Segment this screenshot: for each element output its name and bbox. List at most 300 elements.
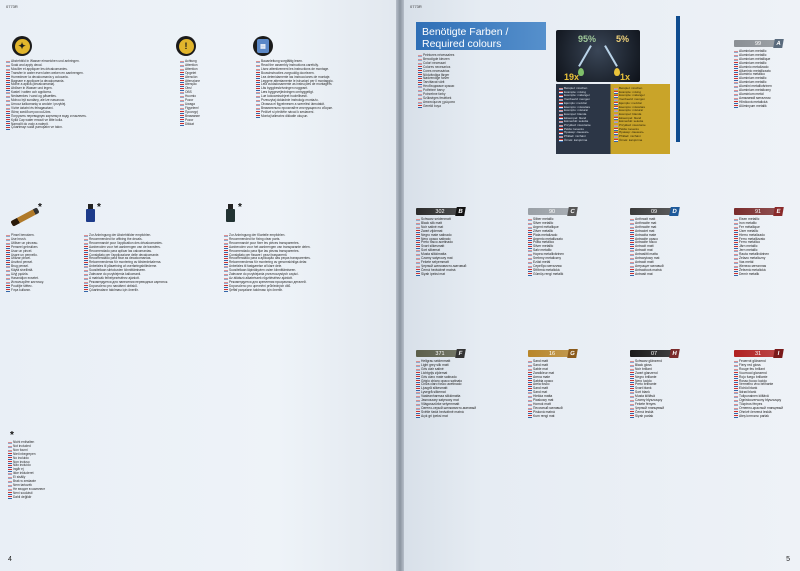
color-name-text: Gümüş rengi metalik	[533, 271, 564, 276]
clear-parts-text	[224, 234, 311, 293]
flag-icon	[734, 242, 738, 245]
color-name-text: Açık gri ipeksi mat	[421, 413, 448, 418]
color-name-text: Negro brillante	[635, 374, 657, 379]
flag-icon	[614, 139, 618, 142]
color-name-text: Hiekka matta	[533, 394, 553, 399]
line-text: Zur Anbringung der Klarteile empfohlen.	[229, 233, 286, 237]
color-name-text: Aluminium metallic	[739, 49, 767, 53]
heading-line-1: Benötigte Farben /	[422, 26, 509, 38]
flag-icon	[6, 258, 10, 261]
flag-icon	[416, 234, 420, 237]
line-text: Consigliato per fissare i pezzi trasparenti.	[229, 252, 288, 257]
flag-icon	[734, 258, 738, 261]
flag-icon	[559, 121, 563, 124]
line-text: Погрузить переводную картинку в воду и наклеить.	[11, 113, 87, 118]
color-name-text: Light grey silk matt	[421, 362, 449, 367]
brush-icon	[10, 207, 39, 226]
line-text: Użyj pędzla.	[11, 272, 29, 277]
color-name-text: Sand matt	[533, 362, 549, 367]
color-name-text: Светло-серый шелковисто-матовый	[421, 405, 477, 410]
line-text: Lisez attentivement les instructions de montage.	[261, 66, 330, 71]
line-text: Montaj talimatını dikkatle okuyun.	[261, 113, 309, 118]
flag-icon	[528, 392, 532, 395]
color-name-text: Arena mate	[533, 374, 551, 379]
color-name-text: Zwart glanzend	[635, 370, 658, 375]
pipette-left	[578, 45, 592, 67]
color-name-text: Srebrny metaliczny	[533, 256, 562, 261]
color-name-text: Prata metálico	[533, 240, 555, 245]
line-text: Opgelet	[185, 70, 197, 75]
line-text: Potrzebne farby	[423, 92, 446, 97]
gutter	[396, 0, 404, 571]
line-text: Suositellaan siirtokuvien kiinnittämiseen.	[89, 268, 147, 273]
flag-icon	[630, 415, 634, 418]
color-name-text: Czarny satynowy mat	[421, 256, 453, 261]
flag-icon	[630, 254, 634, 257]
flag-icon	[416, 238, 420, 241]
pipette-right	[604, 45, 618, 67]
flag-icon	[630, 380, 634, 383]
water-instructions	[6, 60, 87, 130]
flag-icon	[8, 492, 12, 495]
line-text: Leia cuidadosamente as instruções de montagem.	[261, 82, 333, 87]
line-text: Använd pensel.	[11, 260, 33, 265]
flag-icon	[6, 61, 10, 64]
line-text: Atenção	[185, 82, 197, 87]
flag-icon	[256, 100, 260, 103]
decal-bottle-icon	[86, 204, 95, 222]
flag-icon	[84, 246, 88, 249]
line-text: Nødvendige farver	[423, 76, 450, 81]
flag-icon	[559, 102, 563, 105]
color-names	[630, 218, 664, 277]
flag-icon	[734, 55, 738, 58]
line-text: Example: mixing	[564, 89, 587, 94]
mix-percent-left: 95%	[578, 34, 597, 44]
line-text: Não incluído	[13, 463, 31, 468]
flag-icon	[416, 223, 420, 226]
flag-icon	[84, 274, 88, 277]
color-name-text: Homok matt	[533, 401, 551, 406]
flag-icon	[630, 227, 634, 230]
flag-icon	[734, 380, 738, 383]
flag-icon	[614, 95, 618, 98]
color-name-text: Rouge feu brillant	[739, 366, 765, 371]
flag-icon	[528, 372, 532, 375]
flag-icon	[416, 262, 420, 265]
color-code: 31	[754, 350, 762, 357]
flag-icon	[224, 239, 228, 242]
color-name-text: Plata metalizado	[533, 232, 558, 237]
line-text: Anbefales til fastgørelse af klare dele.	[229, 264, 283, 269]
line-text: Humedecer la decalcomanía y colocarla.	[11, 74, 69, 79]
color-swatch	[734, 40, 782, 47]
color-name-line	[528, 415, 563, 419]
flag-icon	[180, 111, 184, 114]
flag-icon	[180, 108, 184, 111]
color-name-text: Antracita mate	[635, 232, 657, 237]
glue-bottle-icon	[226, 204, 235, 222]
color-name-text: Musta silkkimatta	[421, 252, 447, 257]
asterisk-icon: *	[97, 202, 101, 213]
flag-icon	[6, 282, 10, 285]
flag-icon	[416, 266, 420, 269]
flag-icon	[180, 88, 184, 91]
flag-icon	[630, 269, 634, 272]
flag-icon	[84, 266, 88, 269]
flag-icon	[6, 250, 10, 253]
line-text: Bauanleitung sorgfältig lesen.	[261, 59, 303, 63]
color-code: 99	[754, 40, 762, 47]
color-name-text: Lysegrå silkemat	[421, 390, 446, 395]
flag-icon	[416, 384, 420, 387]
color-names	[528, 218, 564, 277]
line-text: Eksempel: bland	[619, 115, 642, 120]
flag-icon	[630, 400, 634, 403]
right-page	[404, 0, 800, 571]
color-name-text: Antracit matt	[635, 244, 654, 249]
exclamation-icon: !	[176, 36, 196, 56]
translation-line	[614, 139, 646, 143]
color-name-text: Fekete selyemmatt	[421, 259, 449, 264]
flag-icon	[180, 100, 184, 103]
color-name-text: Hierro metalizado	[739, 232, 765, 237]
line-text: Örnek: karıştırma	[619, 137, 643, 142]
color-name-text: Черный глянцевый	[635, 405, 665, 410]
translation-line	[256, 115, 333, 119]
flag-icon	[734, 70, 738, 73]
color-name-text: Demir metalik	[739, 271, 760, 276]
line-text: Exemplo: misturar	[619, 108, 644, 113]
color-name-text: Svart blank	[635, 386, 652, 391]
color-name-line	[416, 415, 476, 419]
color-name-text: Antrasiitti matta	[635, 252, 658, 257]
flag-icon	[630, 266, 634, 269]
flag-icon	[416, 415, 420, 418]
color-name-text: Sand matt	[533, 386, 549, 391]
color-code: 91	[754, 208, 762, 215]
flag-icon	[416, 273, 420, 276]
flag-icon	[6, 278, 10, 281]
flag-icon	[734, 415, 738, 418]
flag-icon	[180, 92, 184, 95]
line-text: Απαιτούμενα χρώματα	[423, 99, 455, 104]
line-text: Használjon ecsetet.	[11, 275, 39, 280]
line-text: Kastel i vatten och applicera.	[11, 90, 52, 95]
line-text: Przykład: mieszanie	[619, 123, 646, 128]
line-text: Benodigde kleuren	[423, 56, 450, 61]
line-text: Ei sisälly	[13, 475, 26, 480]
flag-icon	[734, 273, 738, 276]
flag-icon	[418, 94, 422, 97]
page-code: 0773R	[6, 4, 18, 9]
flag-icon	[8, 461, 12, 464]
line-text: Ablöser in Wasser und legen.	[11, 86, 53, 91]
line-text: Vízbe áztatni és felragasztani.	[11, 105, 54, 110]
color-name-text: Schwarz glänzend	[635, 359, 662, 363]
flag-icon	[734, 234, 738, 237]
color-name-text: Piaskowy mat	[533, 398, 554, 403]
line-text: Ikke inkluderet	[13, 471, 34, 476]
line-text: Cores necessárias	[423, 68, 450, 73]
page-number: 4	[8, 556, 12, 563]
line-text: Usar un pincel.	[11, 248, 33, 253]
line-text: Colori necessari	[423, 60, 446, 65]
flag-icon	[614, 132, 618, 135]
color-name-text: Ferro metálico	[739, 240, 761, 245]
flag-icon	[559, 110, 563, 113]
color-name-line	[734, 273, 769, 277]
line-text: Usare un pennello.	[11, 252, 38, 257]
line-text: Brug pensel.	[11, 264, 29, 269]
color-names	[734, 50, 772, 109]
flag-icon	[559, 125, 563, 128]
line-text: Read the assembly instructions carefully.	[261, 62, 319, 67]
line-text: Ejemplo: mezclar	[619, 100, 643, 105]
flag-icon	[256, 76, 260, 79]
line-text: Bagnare e applicare la decalcomania.	[11, 78, 65, 83]
flag-icon	[734, 388, 738, 391]
flag-icon	[6, 65, 10, 68]
line-text: Используйте кисточку.	[11, 279, 44, 284]
flag-icon	[224, 285, 228, 288]
line-text: Attention	[185, 62, 198, 67]
flag-icon	[630, 238, 634, 241]
line-text: Uwaga	[185, 101, 195, 106]
color-swatch	[734, 350, 782, 357]
flag-icon	[180, 61, 184, 64]
line-text: Exempel: blanda	[619, 111, 642, 116]
flag-icon	[416, 250, 420, 253]
color-name-text: Cinza claro fosco acetinado	[421, 382, 462, 387]
line-text: Recomendado para fixar as decalcomanias.	[89, 256, 152, 261]
flag-icon	[559, 139, 563, 142]
flag-icon	[180, 119, 184, 122]
flag-icon	[734, 98, 738, 101]
flag-icon	[528, 369, 532, 372]
line-text: Az átlátszó alkatrészek rögzítéséhez ajánlott.	[229, 275, 293, 280]
flag-icon	[528, 361, 532, 364]
line-text: Příklad: míchání	[619, 134, 641, 139]
line-text: Abziehbild in Wasser einweichen und anbringen.	[11, 59, 80, 63]
flag-icon	[734, 365, 738, 368]
line-text: Aanbevolen voor het aanbrengen van transparante delen.	[229, 244, 311, 249]
flag-icon	[734, 238, 738, 241]
color-name-line	[528, 273, 564, 277]
flag-icon	[224, 278, 228, 281]
flag-icon	[6, 76, 10, 79]
flag-icon	[8, 477, 12, 480]
line-text: Doporučeno pro upevnění průhledných dílů.	[229, 283, 292, 288]
color-code: 90	[548, 208, 556, 215]
line-text: Beispiel: mischen	[564, 86, 588, 90]
line-text: Необходимые краски	[423, 84, 455, 89]
line-text: Soak and apply decal.	[11, 62, 43, 67]
line-text: Zalecane do przyklejania przezroczystych części.	[229, 272, 299, 277]
flag-icon	[528, 238, 532, 241]
line-text: Namočit do vody a nalepit.	[11, 121, 49, 126]
color-name-text: Anthracite mat	[635, 220, 657, 225]
flag-icon	[6, 285, 10, 288]
line-text: Lue kokoamisohjeet huolellisesti.	[261, 94, 308, 99]
flag-icon	[416, 376, 420, 379]
flag-icon	[180, 72, 184, 75]
line-text: Use brush.	[11, 236, 27, 241]
color-name-line	[630, 273, 664, 277]
color-name-text: Antracite opaco	[635, 236, 658, 241]
color-name-text: Antracite fosco	[635, 240, 657, 245]
page-number: 5	[786, 556, 790, 563]
color-names	[416, 218, 466, 277]
flag-icon	[416, 258, 420, 261]
color-name-text: Vas metál	[739, 259, 754, 264]
color-name-text: Preto brilhante	[635, 382, 657, 387]
translation-line	[418, 105, 455, 109]
color-name-text: Hliníková metalická	[739, 99, 768, 104]
line-text: Colores necesarios	[423, 64, 451, 69]
line-text: Rekommenderas för montering av klisterdekalerna.	[89, 260, 162, 265]
flag-icon	[416, 230, 420, 233]
flag-icon	[528, 219, 532, 222]
color-letter-tag: D	[669, 207, 680, 216]
color-name-text: Antracit mat	[635, 248, 653, 253]
flag-icon	[6, 266, 10, 269]
line-text: Внимание	[185, 113, 200, 118]
flag-icon	[418, 82, 422, 85]
flag-icon	[6, 92, 10, 95]
flag-icon	[180, 76, 184, 79]
flag-icon	[416, 242, 420, 245]
flag-icon	[180, 84, 184, 87]
line-text: Consigliato per l'applicazione delle decalcomanie.	[89, 252, 160, 257]
flag-icon	[559, 117, 563, 120]
flag-icon	[528, 384, 532, 387]
flag-icon	[6, 246, 10, 249]
line-text: Recommandé pour l'application des décalcomanies.	[89, 240, 163, 245]
flag-icon	[559, 114, 563, 117]
flag-icon	[416, 404, 420, 407]
flag-icon	[180, 80, 184, 83]
mix-ratio-right: 1x	[620, 72, 631, 82]
color-code: 09	[650, 208, 658, 215]
flag-icon	[6, 111, 10, 114]
flag-icon	[614, 128, 618, 131]
flag-icon	[528, 273, 532, 276]
line-text: Obs!	[185, 86, 192, 91]
flag-icon	[416, 396, 420, 399]
color-name-text: Hellgrau seidenmatt	[421, 359, 451, 363]
flag-icon	[416, 365, 420, 368]
color-name-text: Ohnivě červená lesklá	[739, 409, 772, 414]
color-name-text: Sable mat	[533, 366, 548, 371]
line-text: Не входит в комплект	[13, 486, 46, 491]
flag-icon	[630, 392, 634, 395]
line-text: Zalecane do przyklejenia kalkomanii.	[89, 272, 142, 277]
flag-icon	[614, 121, 618, 124]
color-name-text: Železná metalická	[739, 267, 766, 272]
flag-icon	[224, 270, 228, 273]
color-name-text: Eldröd blank	[739, 386, 758, 391]
color-names	[734, 360, 783, 419]
line-text: Şeffaf parçaların takılması için önerilir.	[229, 287, 283, 292]
color-letter-tag: F	[455, 349, 466, 358]
flag-icon	[224, 266, 228, 269]
color-name-text: Noir brillant	[635, 366, 652, 371]
flag-icon	[559, 136, 563, 139]
color-name-text: Gris clair satiné	[421, 366, 444, 371]
flag-icon	[8, 465, 12, 468]
flag-icon	[630, 396, 634, 399]
flag-icon	[630, 242, 634, 245]
flag-icon	[614, 114, 618, 117]
flag-icon	[180, 65, 184, 68]
flag-icon	[6, 80, 10, 83]
color-names	[630, 360, 664, 419]
color-name-text: Ildrød blank	[739, 390, 757, 395]
flag-icon	[734, 101, 738, 104]
flag-icon	[528, 411, 532, 414]
color-name-text: Серебро металлик	[533, 263, 562, 268]
flag-icon	[418, 86, 422, 89]
flag-icon	[528, 396, 532, 399]
flag-icon	[734, 90, 738, 93]
color-code: 302	[435, 208, 445, 215]
color-name-text: Ferro metallizzato	[739, 236, 766, 241]
asterisk-icon: *	[238, 202, 242, 213]
flag-icon	[528, 388, 532, 391]
color-name-text: Antrasit mat	[635, 271, 653, 276]
flag-icon	[6, 235, 10, 238]
color-name-text: Areia fosco	[533, 382, 550, 387]
line-text: Προσοχή	[185, 109, 198, 114]
line-text: Läs byggbeskrivningen noggrant.	[261, 86, 308, 91]
line-text: Dahil değildir	[13, 494, 32, 499]
flag-icon	[418, 98, 422, 101]
color-name-line	[416, 273, 466, 277]
swatch-bar	[734, 40, 782, 47]
color-name-text: Hopea metallivärinen	[533, 252, 564, 257]
flag-icon	[630, 404, 634, 407]
color-name-text: Nero opaco satinato	[421, 236, 451, 241]
flag-icon	[6, 254, 10, 257]
asterisk-icon: *	[38, 202, 42, 213]
flag-icon	[416, 400, 420, 403]
color-letter-tag: B	[455, 207, 466, 216]
swatch-bar	[528, 350, 576, 357]
flag-icon	[630, 372, 634, 375]
line-text: Пример: смешать	[619, 130, 644, 135]
line-text: Příklad: míchání	[564, 134, 586, 139]
line-text: Voorbeeld: mengen	[619, 97, 646, 102]
color-letter-tag: I	[773, 349, 784, 358]
flag-icon	[180, 96, 184, 99]
flag-icon	[528, 400, 532, 403]
flag-icon	[418, 66, 422, 69]
flag-icon	[734, 262, 738, 265]
water-drop-icon: ✦	[12, 36, 32, 56]
flag-icon	[8, 485, 12, 488]
flag-icon	[84, 285, 88, 288]
attention-text	[180, 60, 200, 126]
color-name-text: Железо металлик	[739, 263, 767, 268]
heading-line-2: Required colours	[422, 38, 502, 50]
flag-icon	[180, 104, 184, 107]
line-text: Mohou být sundány, ale lze nasunouc.	[11, 98, 66, 103]
flag-icon	[734, 74, 738, 77]
flag-icon	[6, 104, 10, 107]
line-text: Rekommenderas för montering av genomskinliga delar.	[229, 260, 308, 265]
flag-icon	[734, 372, 738, 375]
